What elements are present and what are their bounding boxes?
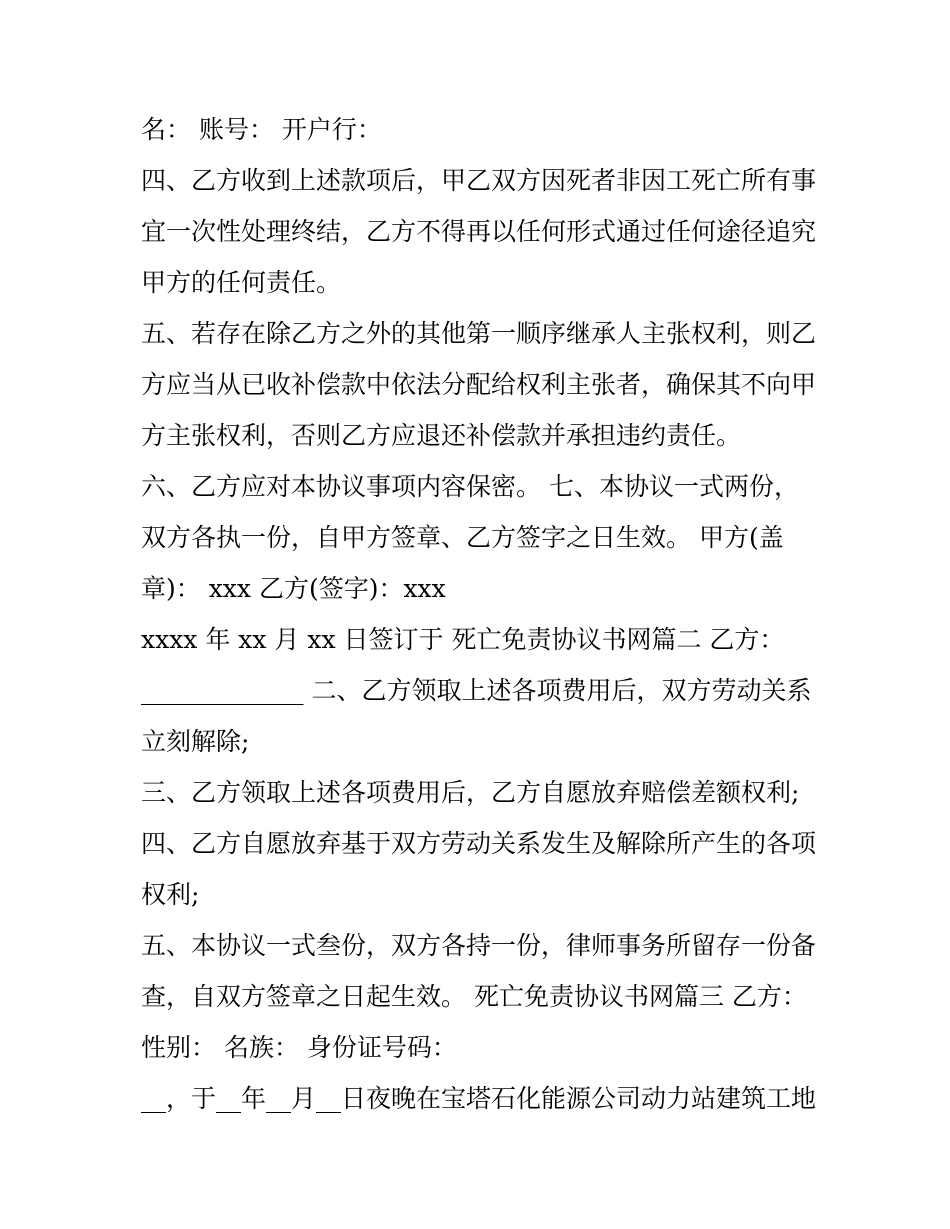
text-line: 五、本协议一式叁份，双方各持一份，律师事务所留存一份备 [141, 931, 817, 960]
text-line: 名： 账号： 开户行： [141, 115, 382, 144]
text-line: 三、乙方领取上述各项费用后，乙方自愿放弃赔偿差额权利; [141, 778, 800, 807]
text-line: 方应当从已收补偿款中依法分配给权利主张者，确保其不向甲 [141, 370, 817, 399]
text-line: 双方各执一份，自甲方签章、乙方签字之日生效。 甲方(盖 [141, 523, 784, 552]
text-line: _____________ 二、乙方领取上述各项费用后，双方劳动关系 [141, 676, 812, 705]
text-line: 甲方的任何责任。 [141, 268, 342, 297]
text-line: __，于__年__月__日夜晚在宝塔石化能源公司动力站建筑工地 [141, 1084, 817, 1113]
text-line: 方主张权利，否则乙方应退还补偿款并承担违约责任。 [141, 421, 742, 450]
text-line: 四、乙方自愿放弃基于双方劳动关系发生及解除所产生的各项 [141, 829, 817, 858]
text-line: 立刻解除; [141, 727, 250, 756]
text-line: 五、若存在除乙方之外的其他第一顺序继承人主张权利，则乙 [141, 319, 817, 348]
text-line: 六、乙方应对本协议事项内容保密。 七、本协议一式两份， [141, 472, 799, 501]
text-line: 四、乙方收到上述款项后，甲乙双方因死者非因工死亡所有事 [141, 166, 817, 195]
text-line: xxxx 年 xx 月 xx 日签订于 死亡免责协议书网篇二 乙方： [141, 625, 785, 654]
text-line: 查，自双方签章之日起生效。 死亡免责协议书网篇三 乙方： [141, 982, 807, 1011]
text-line: 性别： 名族： 身份证号码： [141, 1033, 457, 1062]
text-line: 章)： xxx 乙方(签字)：xxx [141, 574, 446, 603]
text-line: 宜一次性处理终结，乙方不得再以任何形式通过任何途径追究 [141, 217, 817, 246]
text-line: 权利; [141, 880, 200, 909]
